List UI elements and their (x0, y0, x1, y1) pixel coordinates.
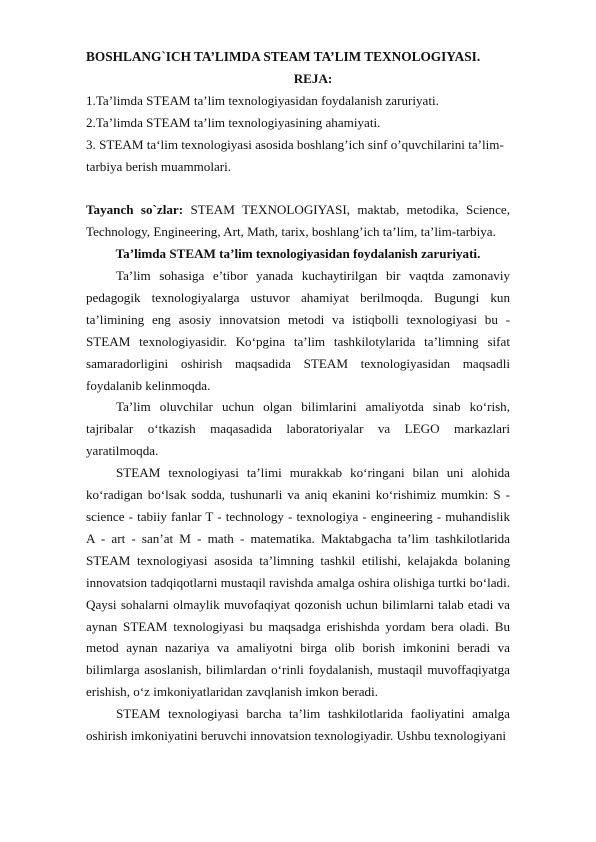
document-title: BOSHLANG`ICH TA’LIMDA STEAM TA’LIM TEXNOLOGIYASI. (86, 49, 481, 64)
keywords-paragraph (86, 199, 510, 243)
plan-item-3: 3. STEAM ta‘lim texnologiyasi asosida boshlang’ich sinf o’quvchilarini ta’lim-tarbiya berish muammolari. (86, 136, 504, 174)
document-page (86, 46, 510, 747)
body-paragraph-2: Ta’lim oluvchilar uchun olgan bilimlarini amaliyotda sinab ko‘rish, tajribalar o‘tkazish maqasadida laboratoriyalar va LEGO markazlari yaratilmoqda. (86, 399, 510, 459)
section-heading: Ta’limda STEAM ta’lim texnologiyasidan foydalanish zaruriyati. (115, 246, 481, 262)
blank-line (86, 177, 510, 199)
plan-item-1: 1.Ta’limda STEAM ta’lim texnologiyasidan foydalanish zaruriyati. (86, 92, 439, 108)
plan-item-2: 2.Ta’limda STEAM ta’lim texnologiyasining ahamiyati. (86, 114, 381, 130)
body-paragraph-1: Ta’lim sohasiga e’tibor yanada kuchaytirilgan bir vaqtda zamonaviy pedagogik texnologiyalarga ustuvor ahamiyat berilmoqda. Bugungi kun ta’limining eng asosiy innovatsion metodi va istiqbolli texnologiyasi bu - STEAM texnologiyasidir. Ko‘pgina ta’lim tashkilotylarida ta’limning sifat samaradorligini oshirish maqsadida STEAM texnologiyasidan maqsadli foydalanib kelinmoqda. (86, 268, 510, 393)
body-paragraph-3: STEAM texnologiyasi ta’limi murakkab ko‘ringani bilan uni alohida ko‘radigan bo‘lsak sodda, tushunarli va aniq ekanini ko‘rishimiz mumkin: S - science - tabiiy fanlar T - technology - texnologiya - engineering - muhandislik A - art - san’at M - math - matematika. Maktabgacha ta’lim tashkilotlarida STEAM texnologiyasi asosida ta’limning tashkil etilishi, kelajakda bolaning innovatsion tadqiqotlarni mustaqil ravishda amalga oshira olishiga turtki bo‘ladi. Qaysi sohalarni olmaylik muvofaqiyat qozonish uchun bilimlarni talab etadi va aynan STEAM texnologiyasi bu maqsadga erishishda yordam bera oladi. Bu metod aynan nazariya va amaliyotni birga olib borish imkonini beradi va bilimlarga asoslanish, bilimlardan o‘rinli foydalanish, mustaqil muvoffaqiyatga erishish, o‘z imkoniyatlaridan zavqlanish imkon beradi. (86, 465, 510, 700)
keywords-label: Tayanch so`zlar: (86, 202, 184, 218)
plan-heading: REJA: (293, 70, 333, 86)
body-paragraph-4: STEAM texnologiyasi barcha ta’lim tashkilotlarida faoliyatini amalga oshirish imkoniyatini beruvchi innovatsion texnologiyadir. Ushbu texnologiyani (86, 706, 510, 744)
keywords-text: STEAM TEXNOLOGIYASI, maktab, metodika, Science, Technology, Engineering, Art, Math, tarix, boshlang’ich ta’lim, ta’lim-tarbiya. (86, 202, 510, 240)
